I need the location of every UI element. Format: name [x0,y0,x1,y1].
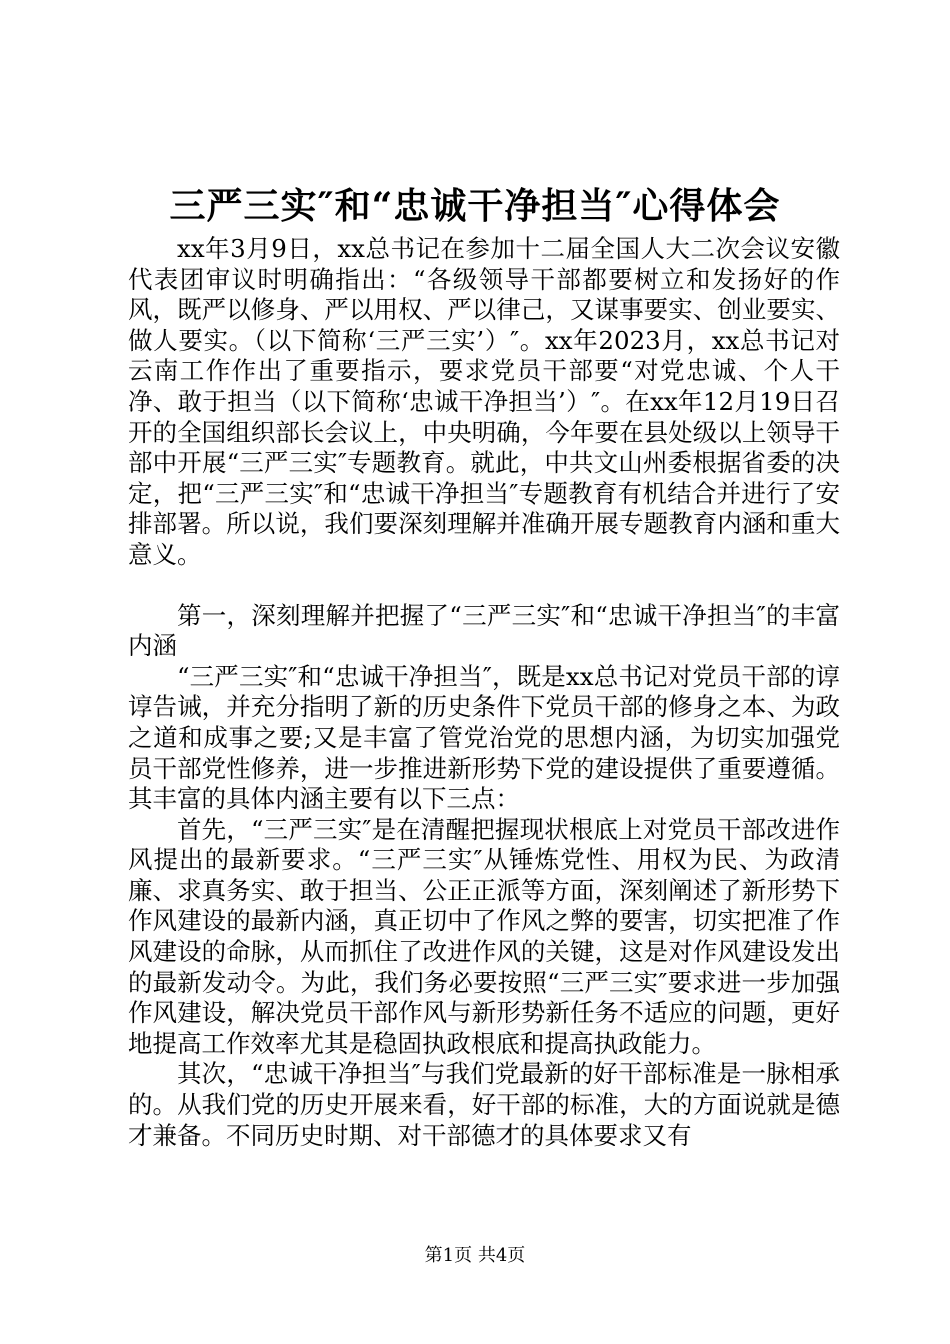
paragraph-intro: xx年3月9日，xx总书记在参加十二届全国人大二次会议安徽代表团审议时明确指出：“各级领导干部都要树立和发扬好的作风，既严以修身、严以用权、严以律己，又谋事要实、创业要实、做人要实。（以下简称‘三严三实’）″。xx年2023月，xx总书记对云南工作作出了重要指示，要求党员干部要“对党忠诚、个人干净、敢于担当（以下简称‘忠诚干净担当’）″。在xx年12月19日召开的全国组织部长会议上，中央明确，今年要在县处级以上领导干部中开展“三严三实″专题教育。就此，中共文山州委根据省委的决定，把“三严三实″和“忠诚干净担当″专题教育有机结合并进行了安排部署。所以说，我们要深刻理解并准确开展专题教育内涵和重大意义。 [128,234,840,569]
paragraph-second: 其次，“忠诚干净担当″与我们党最新的好干部标准是一脉相承的。从我们党的历史开展来看，好干部的标准，大的方面说就是德才兼备。不同历史时期、对干部德才的具体要求又有 [128,1059,840,1150]
paragraph-content: “三严三实″和“忠诚干净担当″，既是xx总书记对党员干部的谆谆告诫，并充分指明了新的历史条件下党员干部的修身之本、为政之道和成事之要;又是丰富了管党治党的思想内涵，为切实加强党员干部党性修养，进一步推进新形势下党的建设提供了重要遵循。其丰富的具体内涵主要有以下三点： [128,661,840,814]
document-body [128,234,840,1151]
section-heading: 第一，深刻理解并把握了“三严三实″和“忠诚干净担当″的丰富内涵 [128,600,840,661]
paragraph-first: 首先，“三严三实″是在清醒把握现状根底上对党员干部改进作风提出的最新要求。“三严三实″从锤炼党性、用权为民、为政清廉、求真务实、敢于担当、公正正派等方面，深刻阐述了新形势下作风建设的最新内涵，真正切中了作风之弊的要害，切实把准了作风建设的命脉，从而抓住了改进作风的关键，这是对作风建设发出的最新发动令。为此，我们务必要按照“三严三实″要求进一步加强作风建设，解决党员干部作风与新形势新任务不适应的问题，更好地提高工作效率尤其是稳固执政根底和提高执政能力。 [128,814,840,1058]
page-footer: 第1页 共4页 [424,1245,526,1266]
document-title: 三严三实″和“忠诚干净担当″心得体会 [169,185,781,227]
